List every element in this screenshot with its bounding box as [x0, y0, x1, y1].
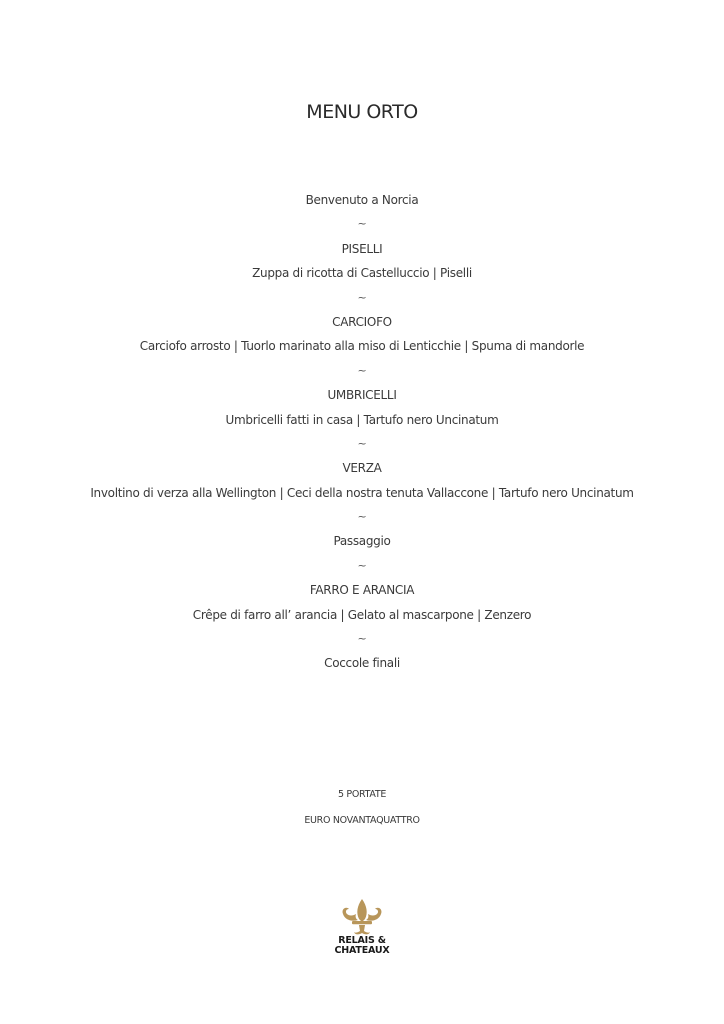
courses-count: 5 PORTATE — [337, 789, 387, 800]
course-separator: ~ — [357, 632, 367, 646]
course-line: CARCIOFO — [332, 314, 392, 329]
course-line: Crêpe di farro all’ arancia | Gelato al mascarpone | Zenzero — [192, 607, 532, 622]
course-line: Zuppa di ricotta di Castelluccio | Piselli — [252, 266, 472, 281]
fleur-de-lis-icon — [340, 898, 384, 936]
course-line: FARRO E ARANCIA — [309, 583, 415, 598]
course-separator: ~ — [357, 510, 367, 524]
course-separator: ~ — [357, 558, 367, 572]
course-line: Coccole finali — [324, 656, 400, 671]
relais-chateaux-logo — [322, 898, 402, 968]
course-separator: ~ — [357, 436, 367, 450]
course-line: Passaggio — [333, 534, 391, 549]
course-separator: ~ — [357, 217, 367, 231]
course-line: VERZA — [342, 461, 382, 476]
menu-title: MENU ORTO — [306, 101, 418, 123]
course-line: Carciofo arrosto | Tuorlo marinato alla miso di Lenticchie | Spuma di mandorle — [139, 339, 585, 354]
course-line: PISELLI — [341, 241, 383, 256]
course-separator: ~ — [357, 290, 367, 304]
course-line: UMBRICELLI — [327, 388, 397, 403]
course-line: Benvenuto a Norcia — [305, 193, 419, 207]
course-list — [0, 188, 724, 676]
logo-line-2: CHATEAUX — [334, 945, 390, 956]
logo-line-1: RELAIS & — [338, 935, 386, 946]
menu-price: EURO NOVANTAQUATTRO — [304, 815, 420, 826]
course-line: Umbricelli fatti in casa | Tartufo nero Uncinatum — [225, 412, 499, 427]
course-line: Involtino di verza alla Wellington | Ceci della nostra tenuta Vallaccone | Tartufo nero Uncinatum — [90, 485, 634, 500]
course-separator: ~ — [357, 363, 367, 377]
